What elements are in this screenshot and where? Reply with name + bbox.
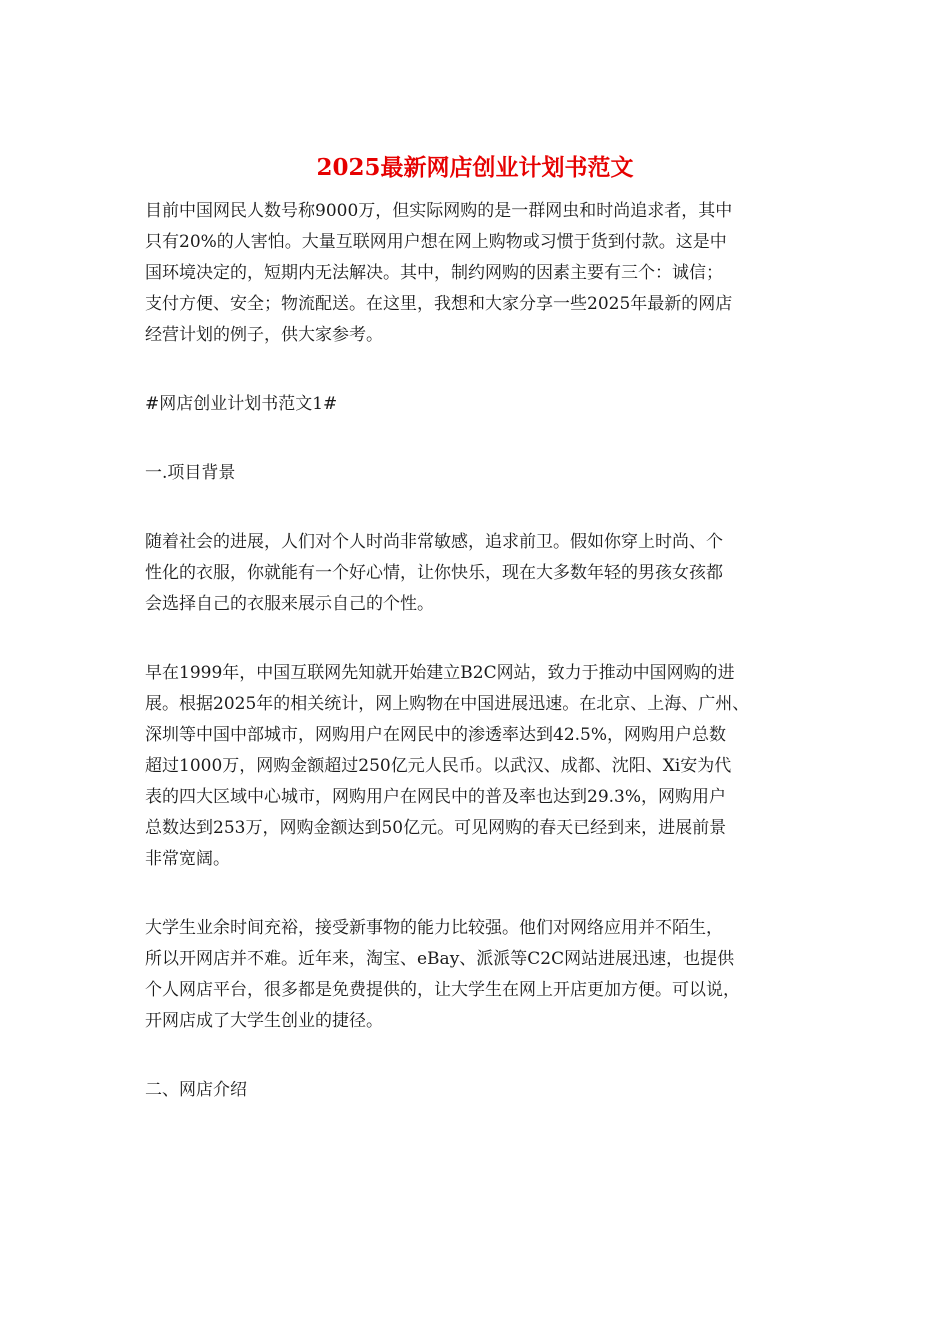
text-line: 展。根据2025年的相关统计，网上购物在中国进展迅速。在北京、上海、广州、 [145, 694, 750, 714]
paragraph-spacer [145, 875, 813, 913]
document-body [145, 196, 813, 1106]
background-paragraph-2 [145, 658, 813, 875]
text-line: 深圳等中国中部城市，网购用户在网民中的渗透率达到42.5%，网购用户总数 [145, 725, 727, 745]
text-line: 一.项目背景 [145, 463, 236, 483]
text-line: 支付方便、安全；物流配送。在这里，我想和大家分享一些2025年最新的网店 [145, 294, 733, 314]
text-line: #网店创业计划书范文1# [145, 394, 338, 414]
text-line: 二、网店介绍 [145, 1080, 247, 1100]
text-line: 会选择自己的衣服来展示自己的个性。 [145, 594, 434, 614]
text-line: 只有20%的人害怕。大量互联网用户想在网上购物或习惯于货到付款。这是中 [145, 232, 727, 252]
paragraph-spacer [145, 1037, 813, 1075]
paragraph-spacer [145, 620, 813, 658]
text-line: 总数达到253万，网购金额达到50亿元。可见网购的春天已经到来，进展前景 [145, 818, 727, 838]
intro-paragraph [145, 196, 813, 351]
text-line: 所以开网店并不难。近年来，淘宝、eBay、派派等C2C网站进展迅速，也提供 [145, 949, 735, 969]
section-heading-shop-intro [145, 1075, 813, 1106]
paragraph-spacer [145, 420, 813, 458]
paragraph-spacer [145, 351, 813, 389]
text-line: 开网店成了大学生创业的捷径。 [145, 1011, 383, 1031]
text-line: 性化的衣服，你就能有一个好心情，让你快乐，现在大多数年轻的男孩女孩都 [145, 563, 723, 583]
text-line: 早在1999年，中国互联网先知就开始建立B2C网站，致力于推动中国网购的进 [145, 663, 735, 683]
text-line: 国环境决定的，短期内无法解决。其中，制约网购的因素主要有三个：诚信； [145, 263, 723, 283]
document-title: 2025最新网店创业计划书范文 [316, 154, 634, 181]
background-paragraph-1 [145, 527, 813, 620]
background-paragraph-3 [145, 913, 813, 1037]
text-line: 表的四大区域中心城市，网购用户在网民中的普及率也达到29.3%，网购用户 [145, 787, 727, 807]
section-heading-background [145, 458, 813, 489]
text-line: 目前中国网民人数号称9000万，但实际网购的是一群网虫和时尚追求者，其中 [145, 201, 733, 221]
text-line: 非常宽阔。 [145, 849, 230, 869]
text-line: 经营计划的例子，供大家参考。 [145, 325, 383, 345]
section-tag [145, 389, 813, 420]
text-line: 随着社会的进展，人们对个人时尚非常敏感，追求前卫。假如你穿上时尚、个 [145, 532, 723, 552]
text-line: 个人网店平台，很多都是免费提供的，让大学生在网上开店更加方便。可以说， [145, 980, 740, 1000]
text-line: 大学生业余时间充裕，接受新事物的能力比较强。他们对网络应用并不陌生， [145, 918, 723, 938]
text-line: 超过1000万，网购金额超过250亿元人民币。以武汉、成都、沈阳、Xi安为代 [145, 756, 732, 776]
paragraph-spacer [145, 489, 813, 527]
